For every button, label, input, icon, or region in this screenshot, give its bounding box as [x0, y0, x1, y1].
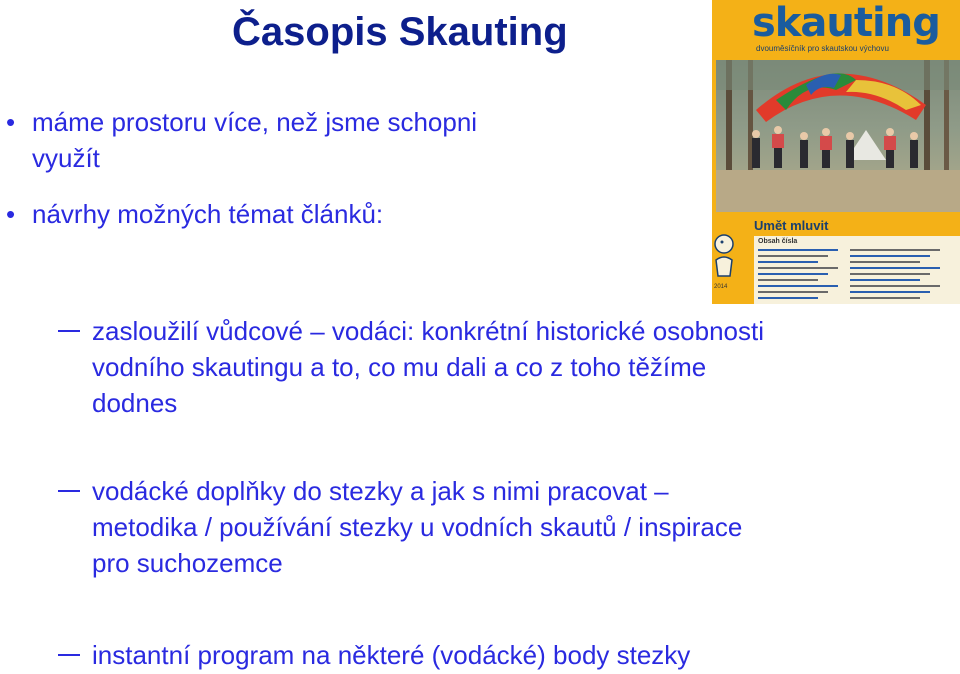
toc-entry-line	[758, 249, 838, 251]
toc-entry-line	[758, 261, 818, 263]
sub-item-3	[58, 637, 690, 673]
toc-entry-line	[758, 267, 838, 269]
sub-text-line: vodního skautingu a to, co mu dali a co z toho těžíme	[92, 352, 707, 382]
toc-entry-line	[850, 297, 920, 299]
toc-entry-line	[850, 279, 920, 281]
bullet-item-1	[6, 104, 477, 176]
toc-entry-line	[850, 249, 940, 251]
mascot-icon	[712, 230, 738, 280]
toc-entry-line	[850, 261, 920, 263]
toc-entry-line	[850, 267, 940, 269]
bullet-text-line: využít	[32, 143, 100, 173]
toc-entry-line	[850, 285, 940, 287]
toc-entry-line	[758, 297, 818, 299]
sub-item-1	[58, 313, 764, 421]
toc-entry-line	[850, 255, 930, 257]
toc-entry-line	[758, 255, 828, 257]
dash-marker	[58, 330, 80, 332]
dash-marker	[58, 490, 80, 492]
bullet-item-2	[6, 196, 383, 232]
toc-entry-line	[758, 279, 818, 281]
cover-subtitle: dvouměsíčník pro skautskou výchovu	[756, 44, 889, 53]
bullet-text-line: návrhy možných témat článků:	[32, 199, 384, 229]
toc-entry-line	[758, 291, 828, 293]
toc-entry-line	[850, 291, 930, 293]
cover-photo-illustration	[716, 60, 960, 212]
toc-entry-line	[850, 273, 930, 275]
dash-marker	[58, 654, 80, 656]
bullet-dot: •	[6, 107, 16, 137]
cover-year: 2014	[714, 284, 728, 290]
bullet-text-line: máme prostoru více, než jsme schopni	[32, 107, 478, 137]
sub-text-line: pro suchozemce	[92, 548, 283, 578]
sub-text-line: zasloužilí vůdcové – vodáci: konkrétní historické osobnosti	[92, 316, 765, 346]
sub-text-line: instantní program na některé (vodácké) body stezky	[92, 640, 691, 670]
toc-entry-line	[758, 285, 838, 287]
sub-text-line: vodácké doplňky do stezky a jak s nimi pracovat –	[92, 476, 669, 506]
cover-photo	[716, 60, 960, 212]
cover-logo: skauting	[752, 0, 940, 46]
sub-item-2	[58, 473, 742, 581]
slide-title: Časopis Skauting	[232, 10, 568, 54]
sub-text-line: metodika / používání stezky u vodních skautů / inspirace	[92, 512, 743, 542]
sub-text-line: dodnes	[92, 388, 178, 418]
bullet-dot: •	[6, 199, 16, 229]
cover-feature-title: Umět mluvit	[754, 218, 829, 233]
toc-title: Obsah čísla	[758, 238, 798, 245]
toc-entry-line	[758, 273, 828, 275]
magazine-cover-image	[712, 0, 960, 304]
cover-table-of-contents	[754, 236, 960, 304]
